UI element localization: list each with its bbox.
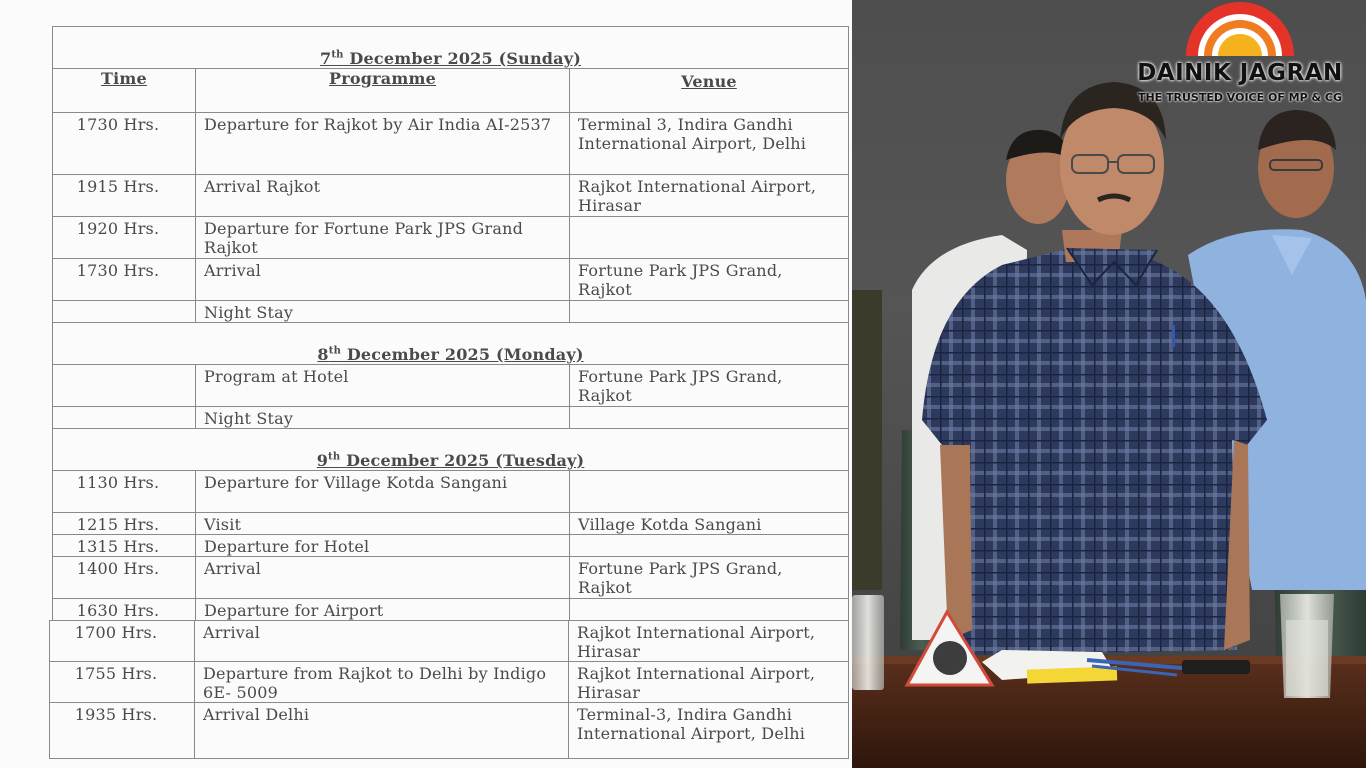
sun-logo-icon: [1130, 0, 1350, 60]
table-row: [53, 259, 849, 301]
programme-cell: Departure for Fortune Park JPS Grand Rajkot: [196, 217, 570, 259]
logo-tagline: THE TRUSTED VOICE OF MP & CG: [1137, 91, 1343, 104]
programme-cell: Visit: [196, 513, 570, 535]
programme-cell: Departure for Rajkot by Air India AI-2537: [196, 113, 570, 175]
table-row: [50, 662, 849, 703]
background-person-left: [852, 290, 882, 590]
time-cell: 1730 Hrs.: [53, 259, 196, 301]
programme-cell: Night Stay: [196, 407, 570, 429]
time-cell: 1315 Hrs.: [53, 535, 196, 557]
photo-scene: [852, 0, 1366, 768]
venue-cell: [570, 407, 849, 429]
time-cell: 1755 Hrs.: [50, 662, 195, 703]
table-row: [50, 621, 849, 662]
venue-cell: Terminal-3, Indira Gandhi International Airport, Delhi: [569, 703, 849, 759]
logo-name: DAINIK JAGRAN: [1137, 60, 1343, 86]
time-cell: 1730 Hrs.: [53, 113, 196, 175]
table-row: [53, 113, 849, 175]
time-cell: 1915 Hrs.: [53, 175, 196, 217]
venue-cell: [570, 599, 849, 621]
venue-cell: Rajkot International Airport, Hirasar: [569, 621, 849, 662]
programme-cell: Program at Hotel: [196, 365, 570, 407]
venue-cell: Rajkot International Airport, Hirasar: [569, 662, 849, 703]
time-cell: 1215 Hrs.: [53, 513, 196, 535]
venue-cell: Village Kotda Sangani: [570, 513, 849, 535]
programme-cell: Arrival: [196, 557, 570, 599]
time-cell: [53, 365, 196, 407]
column-header-venue: Venue: [570, 69, 849, 113]
venue-cell: Fortune Park JPS Grand, Rajkot: [570, 365, 849, 407]
programme-cell: Arrival: [196, 259, 570, 301]
schedule-continuation-table: [49, 620, 849, 759]
table-row: [53, 557, 849, 599]
table-row: [50, 703, 849, 759]
day-title: 8th December 2025 (Monday): [53, 323, 849, 365]
programme-cell: Arrival Rajkot: [196, 175, 570, 217]
column-header-time: Time: [53, 69, 196, 113]
main-person: [922, 82, 1267, 655]
dainik-jagran-logo: [1130, 0, 1350, 110]
venue-cell: Rajkot International Airport, Hirasar: [570, 175, 849, 217]
time-cell: [53, 301, 196, 323]
time-cell: 1700 Hrs.: [50, 621, 195, 662]
programme-cell: Departure for Airport: [196, 599, 570, 621]
time-cell: 1630 Hrs.: [53, 599, 196, 621]
programme-cell: Departure for Village Kotda Sangani: [196, 471, 570, 513]
programme-cell: Arrival: [195, 621, 569, 662]
venue-cell: [570, 301, 849, 323]
table-row: [53, 175, 849, 217]
table-row: [53, 217, 849, 259]
programme-cell: Night Stay: [196, 301, 570, 323]
day-title: 9th December 2025 (Tuesday): [53, 429, 849, 471]
time-cell: 1935 Hrs.: [50, 703, 195, 759]
day-title-row: [53, 429, 849, 471]
programme-cell: Departure for Hotel: [196, 535, 570, 557]
venue-cell: [570, 535, 849, 557]
table-row: [53, 513, 849, 535]
programme-cell: Departure from Rajkot to Delhi by Indigo 6E- 5009: [195, 662, 569, 703]
day-title-row: [53, 27, 849, 69]
table-row: [53, 407, 849, 429]
time-cell: 1400 Hrs.: [53, 557, 196, 599]
table-row: [53, 599, 849, 621]
venue-cell: [570, 217, 849, 259]
venue-cell: Fortune Park JPS Grand, Rajkot: [570, 259, 849, 301]
column-header-row: [53, 69, 849, 113]
table-row: [53, 471, 849, 513]
venue-cell: Fortune Park JPS Grand, Rajkot: [570, 557, 849, 599]
table-row: [53, 301, 849, 323]
venue-cell: [570, 471, 849, 513]
time-cell: 1920 Hrs.: [53, 217, 196, 259]
programme-cell: Arrival Delhi: [195, 703, 569, 759]
water-glass-left: [852, 595, 884, 690]
venue-cell: Terminal 3, Indira Gandhi International Airport, Delhi: [570, 113, 849, 175]
table-row: [53, 365, 849, 407]
table-row: [53, 535, 849, 557]
day-title-row: [53, 323, 849, 365]
schedule-table: [52, 26, 849, 621]
news-photo: [852, 0, 1366, 768]
time-cell: 1130 Hrs.: [53, 471, 196, 513]
day-title: 7th December 2025 (Sunday): [53, 27, 849, 69]
column-header-programme: Programme: [196, 69, 570, 113]
time-cell: [53, 407, 196, 429]
